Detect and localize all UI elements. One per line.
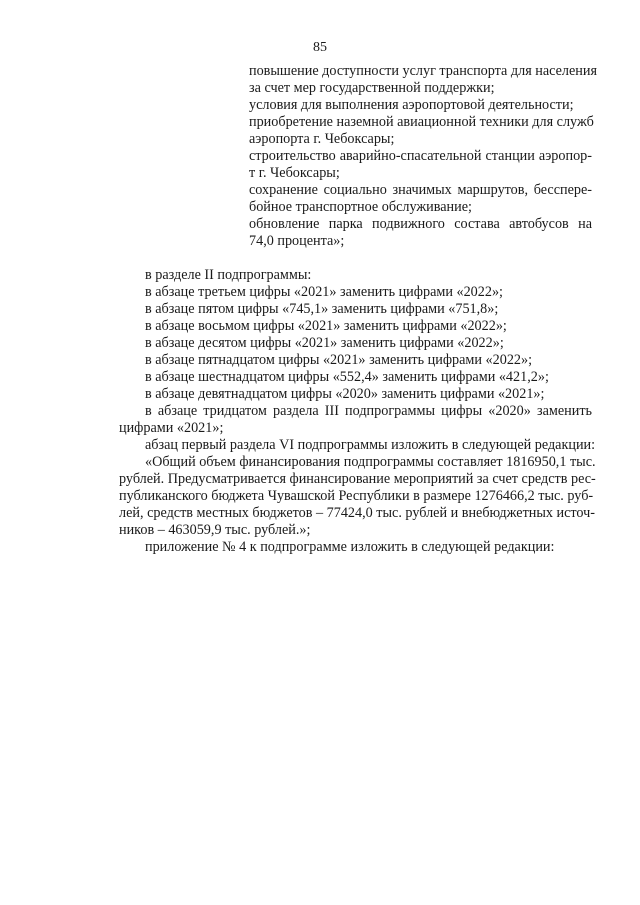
- quote-line: «Общий объем финансирования подпрограммы составляет 1816950,1 тыс.: [145, 454, 596, 470]
- amendment-line: абзац первый раздела VI подпрограммы изложить в следующей редакции:: [145, 437, 596, 453]
- page-number: 85: [313, 40, 327, 55]
- goal-line: за счет мер государственной поддержки;: [249, 80, 495, 96]
- amendment-line: в абзаце восьмом цифры «2021» заменить цифрами «2022»;: [145, 318, 507, 334]
- goal-line: т г. Чебоксары;: [249, 165, 340, 181]
- goal-line: повышение доступности услуг транспорта для населения: [249, 63, 598, 79]
- goal-line: аэропорта г. Чебоксары;: [249, 131, 395, 147]
- quote-line: рублей. Предусматривается финансирование мероприятий за счет средств рес-: [119, 471, 596, 487]
- goal-line: строительство аварийно-спасательной станции аэропор-: [249, 148, 592, 164]
- quote-line: ников – 463059,9 тыс. рублей.»;: [119, 522, 311, 538]
- goal-line: сохранение социально значимых маршрутов, бесспере-: [249, 182, 592, 198]
- goal-line: 74,0 процента»;: [249, 233, 345, 249]
- goal-line: бойное транспортное обслуживание;: [249, 199, 472, 215]
- amendment-line: в абзаце девятнадцатом цифры «2020» заменить цифрами «2021»;: [145, 386, 545, 402]
- amendment-line: в абзаце пятнадцатом цифры «2021» заменить цифрами «2022»;: [145, 352, 533, 368]
- amendment-line: в разделе II подпрограммы:: [145, 267, 312, 283]
- quote-line: лей, средств местных бюджетов – 77424,0 тыс. рублей и внебюджетных источ-: [119, 505, 596, 521]
- goal-line: условия для выполнения аэропортовой деятельности;: [249, 97, 574, 113]
- amendment-line: приложение № 4 к подпрограмме изложить в следующей редакции:: [145, 539, 555, 555]
- amendment-line: в абзаце шестнадцатом цифры «552,4» заменить цифрами «421,2»;: [145, 369, 549, 385]
- amendment-line: цифрами «2021»;: [119, 420, 224, 436]
- goal-line: обновление парка подвижного состава автобусов на: [249, 216, 592, 232]
- goal-line: приобретение наземной авиационной техники для служб: [249, 114, 594, 130]
- amendment-line: в абзаце пятом цифры «745,1» заменить цифрами «751,8»;: [145, 301, 499, 317]
- amendment-line: в абзаце тридцатом раздела III подпрограммы цифры «2020» заменить: [145, 403, 592, 419]
- quote-line: публиканского бюджета Чувашской Республики в размере 1276466,2 тыс. руб-: [119, 488, 594, 504]
- amendment-line: в абзаце десятом цифры «2021» заменить цифрами «2022»;: [145, 335, 504, 351]
- amendment-line: в абзаце третьем цифры «2021» заменить цифрами «2022»;: [145, 284, 503, 300]
